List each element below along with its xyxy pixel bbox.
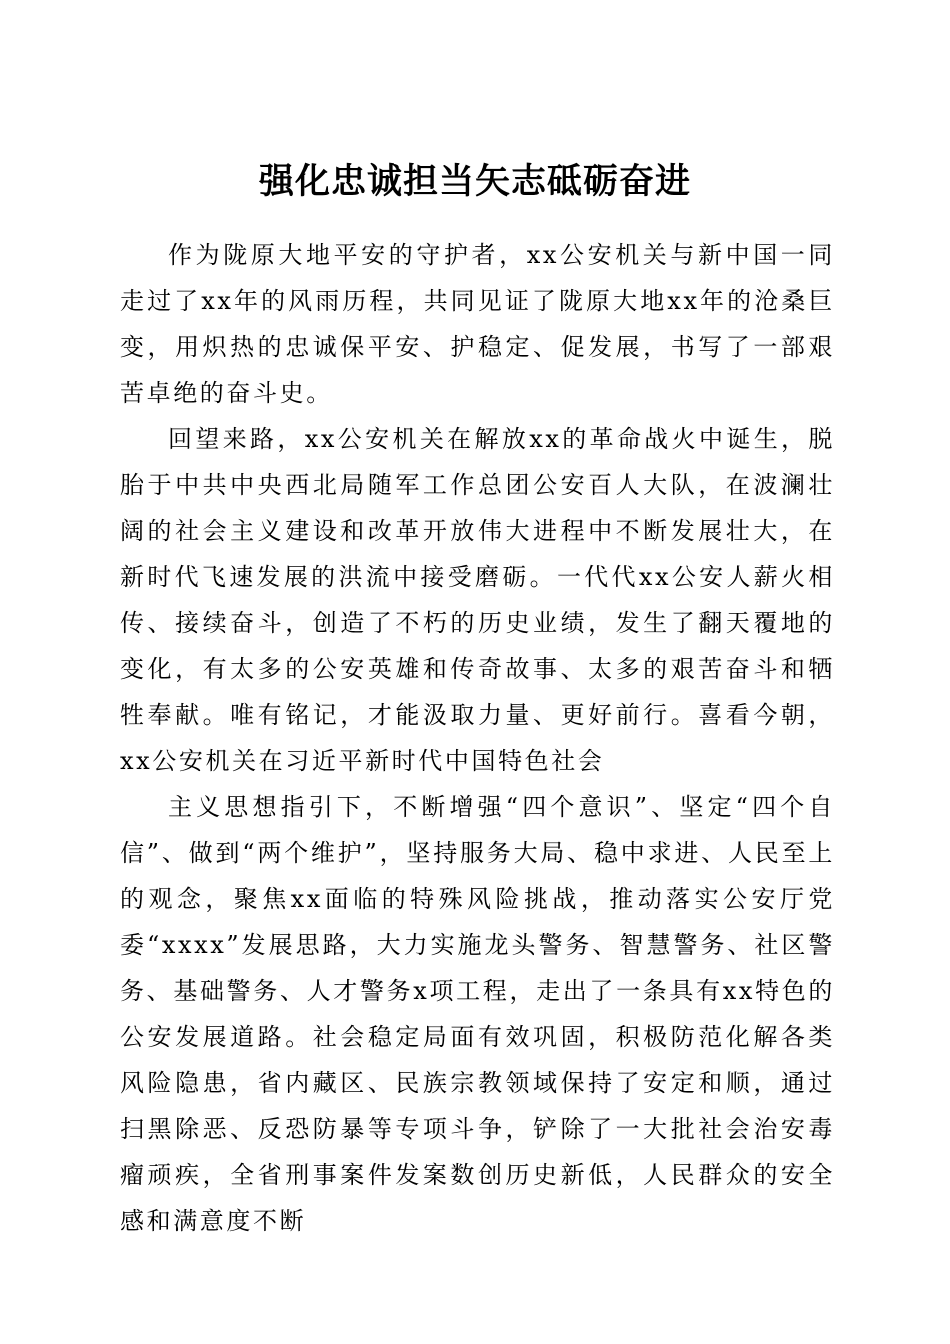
- paragraph: 作为陇原大地平安的守护者，xx公安机关与新中国一同走过了xx年的风雨历程，共同见证了陇原大地xx年的沧桑巨变，用炽热的忠诚保平安、护稳定、促发展，书写了一部艰苦卓绝的奋斗史。: [120, 241, 835, 407]
- paragraph: 回望来路，xx公安机关在解放xx的革命战火中诞生，脱胎于中共中央西北局随军工作总团公安百人大队，在波澜壮阔的社会主义建设和改革开放伟大进程中不断发展壮大，在新时代飞速发展的洪流中接受磨砺。一代代xx公安人薪火相传、接续奋斗，创造了不朽的历史业绩，发生了翻天覆地的变化，有太多的公安英雄和传奇故事、太多的艰苦奋斗和牺牲奉献。唯有铭记，才能汲取力量、更好前行。喜看今朝，xx公安机关在习近平新时代中国特色社会: [120, 425, 835, 775]
- document-body: [120, 232, 835, 1244]
- document-title: 强化忠诚担当矢志砥砺奋进: [258, 161, 691, 203]
- paragraph: 主义思想指引下，不断增强“四个意识”、坚定“四个自信”、做到“两个维护”，坚持服务大局、稳中求进、人民至上的观念，聚焦xx面临的特殊风险挑战，推动落实公安厅党委“xxxx”发展思路，大力实施龙头警务、智慧警务、社区警务、基础警务、人才警务x项工程，走出了一条具有xx特色的公安发展道路。社会稳定局面有效巩固，积极防范化解各类风险隐患，省内藏区、民族宗教领域保持了安定和顺，通过扫黑除恶、反恐防暴等专项斗争，铲除了一大批社会治安毒瘤顽疾，全省刑事案件发案数创历史新低，人民群众的安全感和满意度不断: [120, 793, 835, 1235]
